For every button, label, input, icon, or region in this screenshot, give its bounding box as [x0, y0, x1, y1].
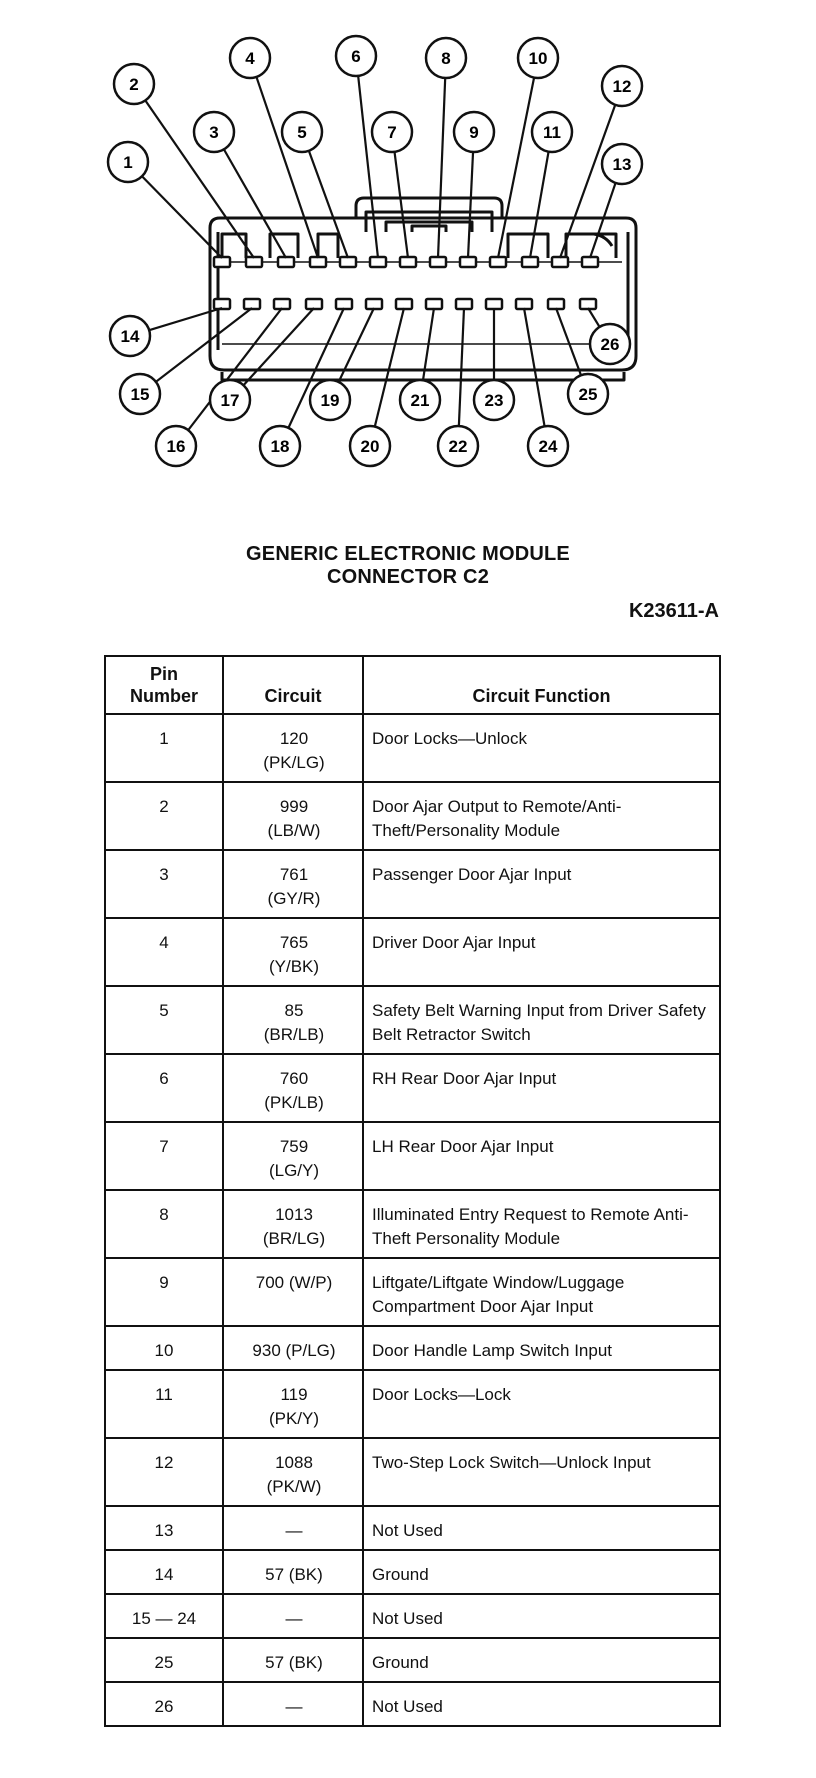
callout-number: 11 [543, 123, 561, 142]
leader-line [142, 176, 222, 258]
circuit-number: 760 [279, 1069, 309, 1088]
circuit-number: 119 [280, 1385, 308, 1404]
pin-cavity [246, 257, 262, 267]
callout-number: 8 [441, 49, 451, 68]
callout-number: 14 [120, 327, 140, 346]
cell-pin-number: 25 [105, 1638, 223, 1682]
circuit-number: 85 [284, 1001, 304, 1020]
cell-circuit [223, 986, 363, 1054]
cell-pin-number: 15 — 24 [105, 1594, 223, 1638]
circuit-number: — [285, 1609, 303, 1628]
pin-callout [350, 426, 390, 466]
pin-cavity [456, 299, 472, 309]
cell-circuit [223, 1122, 363, 1190]
circuit-number: 1088 [275, 1453, 313, 1472]
cell-pin-number: 26 [105, 1682, 223, 1726]
cell-circuit [223, 1682, 363, 1726]
table-row [105, 1594, 720, 1638]
circuit-color: (LB/W) [267, 821, 321, 840]
diagram-title: GENERIC ELECTRONIC MODULE [246, 543, 570, 565]
pin-cavity [370, 257, 386, 267]
cell-pin-number: 7 [105, 1122, 223, 1190]
leader-line [556, 308, 581, 375]
pin-callout [114, 64, 154, 104]
pin-callout [120, 374, 160, 414]
pin-callout [110, 316, 150, 356]
table-header-row [105, 656, 720, 714]
pin-callout [230, 38, 270, 78]
circuit-number: 765 [279, 933, 309, 952]
pin-callout [474, 380, 514, 420]
callout-number: 3 [209, 123, 219, 142]
leader-line [224, 149, 286, 258]
cell-pin-number: 12 [105, 1438, 223, 1506]
cell-circuit-function: Not Used [363, 1594, 720, 1638]
cell-circuit [223, 782, 363, 850]
pin-callout [260, 426, 300, 466]
cell-pin-number: 10 [105, 1326, 223, 1370]
cell-circuit-function: Ground [363, 1550, 720, 1594]
cell-circuit [223, 1054, 363, 1122]
table-row [105, 1438, 720, 1506]
table-row [105, 1370, 720, 1438]
cell-circuit [223, 850, 363, 918]
callout-number: 15 [130, 385, 150, 404]
cell-pin-number: 11 [105, 1370, 223, 1438]
pin-cavity [214, 299, 230, 309]
circuit-number: 57 (BK) [265, 1653, 323, 1672]
pin-cavity [430, 257, 446, 267]
callout-number: 7 [387, 123, 397, 142]
cell-circuit-function: Not Used [363, 1682, 720, 1726]
connector-diagram [0, 0, 816, 600]
cell-circuit-function: LH Rear Door Ajar Input [363, 1122, 720, 1190]
table-row [105, 714, 720, 782]
diagram-subtitle: CONNECTOR C2 [326, 566, 490, 588]
cell-circuit-function: RH Rear Door Ajar Input [363, 1054, 720, 1122]
callout-number: 10 [528, 49, 548, 68]
header-circuit: Circuit [223, 656, 363, 714]
callout-number: 2 [129, 75, 139, 94]
cell-circuit-function: Illuminated Entry Request to Remote Anti-Theft Personality Module [363, 1190, 720, 1258]
leader-line [524, 308, 545, 426]
callout-number: 18 [270, 437, 290, 456]
cell-circuit [223, 1370, 363, 1438]
table-row [105, 850, 720, 918]
cell-circuit-function: Door Locks—Unlock [363, 714, 720, 782]
leader-line [459, 308, 464, 426]
pin-cavity [552, 257, 568, 267]
leader-line [375, 308, 404, 427]
cell-circuit-function: Passenger Door Ajar Input [363, 850, 720, 918]
callout-number: 26 [600, 335, 620, 354]
pin-callout [528, 426, 568, 466]
cell-pin-number: 4 [105, 918, 223, 986]
callout-number: 16 [166, 437, 186, 456]
pin-callout [454, 112, 494, 152]
table-row [105, 1258, 720, 1326]
leader-line [498, 78, 534, 258]
leader-line [243, 308, 314, 385]
table-row [105, 1054, 720, 1122]
table-row [105, 1550, 720, 1594]
pin-callout [336, 36, 376, 76]
cell-circuit [223, 1438, 363, 1506]
cell-circuit [223, 1638, 363, 1682]
cell-pin-number: 8 [105, 1190, 223, 1258]
callout-number: 1 [123, 153, 133, 172]
circuit-number: 759 [279, 1137, 309, 1156]
cell-circuit [223, 1550, 363, 1594]
header-pin-label: Pin [149, 664, 178, 684]
cell-circuit-function: Two-Step Lock Switch—Unlock Input [363, 1438, 720, 1506]
pin-cavity [460, 257, 476, 267]
pin-callout [210, 380, 250, 420]
cell-circuit-function: Driver Door Ajar Input [363, 918, 720, 986]
leader-line [530, 152, 549, 258]
circuit-number: 700 (W/P) [255, 1273, 333, 1292]
table-row [105, 782, 720, 850]
pin-callout [438, 426, 478, 466]
cell-circuit-function: Safety Belt Warning Input from Driver Safety Belt Retractor Switch [363, 986, 720, 1054]
leader-line [309, 151, 348, 258]
circuit-color: (PK/W) [266, 1477, 322, 1496]
pin-cavity [306, 299, 322, 309]
pin-cavity [490, 257, 506, 267]
cell-pin-number: 2 [105, 782, 223, 850]
circuit-number: 1013 [275, 1205, 313, 1224]
table-row [105, 1682, 720, 1726]
circuit-color: (LG/Y) [268, 1161, 320, 1180]
pin-cavity [582, 257, 598, 267]
pin-callout [310, 380, 350, 420]
pin-cavity [426, 299, 442, 309]
cell-pin-number: 3 [105, 850, 223, 918]
pin-cavity [580, 299, 596, 309]
cell-circuit-function: Not Used [363, 1506, 720, 1550]
cell-pin-number: 13 [105, 1506, 223, 1550]
table-row [105, 1506, 720, 1550]
table-row [105, 1190, 720, 1258]
circuit-color: (BR/LG) [262, 1229, 326, 1248]
pin-cavity [340, 257, 356, 267]
pin-callout [568, 374, 608, 414]
leader-line [438, 78, 445, 258]
pin-callout [372, 112, 412, 152]
callout-number: 4 [245, 49, 255, 68]
cell-circuit-function: Ground [363, 1638, 720, 1682]
callout-number: 17 [220, 391, 240, 410]
cell-circuit [223, 1258, 363, 1326]
pin-cavity [336, 299, 352, 309]
cell-circuit [223, 1190, 363, 1258]
circuit-number: 930 (P/LG) [252, 1341, 336, 1360]
circuit-number: 999 [279, 797, 309, 816]
circuit-number: — [285, 1697, 303, 1716]
callout-number: 9 [469, 123, 479, 142]
cell-pin-number: 5 [105, 986, 223, 1054]
pin-cavity [516, 299, 532, 309]
pin-callout [602, 66, 642, 106]
header-number-label: Number [129, 686, 198, 706]
table-body [105, 714, 720, 1726]
leader-line [468, 152, 473, 258]
pin-cavity [400, 257, 416, 267]
pin-cavity [244, 299, 260, 309]
callout-number: 12 [612, 77, 632, 96]
callout-number: 22 [448, 437, 468, 456]
cell-pin-number: 1 [105, 714, 223, 782]
callout-number: 23 [484, 391, 504, 410]
pin-cavity [310, 257, 326, 267]
circuit-color: (GY/R) [267, 889, 321, 908]
pin-callout [518, 38, 558, 78]
table-row [105, 1122, 720, 1190]
callout-number: 21 [410, 391, 430, 410]
cell-pin-number: 14 [105, 1550, 223, 1594]
pin-cavity [486, 299, 502, 309]
callout-number: 25 [578, 385, 598, 404]
cell-circuit-function: Door Handle Lamp Switch Input [363, 1326, 720, 1370]
callout-number: 13 [612, 155, 632, 174]
callout-number: 19 [320, 391, 340, 410]
callout-number: 24 [538, 437, 558, 456]
leader-line [588, 308, 600, 327]
table-row [105, 1326, 720, 1370]
leader-line [256, 77, 318, 258]
cell-circuit [223, 714, 363, 782]
circuit-number: 120 [279, 729, 309, 748]
circuit-number: — [285, 1521, 303, 1540]
cell-circuit-function: Door Ajar Output to Remote/Anti-Theft/Personality Module [363, 782, 720, 850]
circuit-color: (PK/Y) [268, 1409, 320, 1428]
pin-callout [282, 112, 322, 152]
pin-callout [194, 112, 234, 152]
pin-cavity [274, 299, 290, 309]
cell-circuit-function: Liftgate/Liftgate Window/Luggage Compartment Door Ajar Input [363, 1258, 720, 1326]
circuit-color: (BR/LB) [263, 1025, 325, 1044]
header-pin-number [105, 656, 223, 714]
circuit-color: (PK/LG) [263, 753, 325, 772]
pin-callout [532, 112, 572, 152]
cell-circuit [223, 1326, 363, 1370]
pin-callout [156, 426, 196, 466]
table-row [105, 986, 720, 1054]
table-row [105, 1638, 720, 1682]
callout-number: 5 [297, 123, 307, 142]
pin-circuit-table [104, 655, 721, 1727]
cell-circuit-function: Door Locks—Lock [363, 1370, 720, 1438]
cell-circuit [223, 1594, 363, 1638]
callout-number: 6 [351, 47, 361, 66]
circuit-number: 761 [279, 865, 309, 884]
pin-cavity [548, 299, 564, 309]
circuit-color: (Y/BK) [268, 957, 320, 976]
pin-cavity [522, 257, 538, 267]
pin-callout [400, 380, 440, 420]
pin-cavity [396, 299, 412, 309]
cell-pin-number: 6 [105, 1054, 223, 1122]
pin-callout [590, 324, 630, 364]
cell-circuit [223, 1506, 363, 1550]
pin-callout [602, 144, 642, 184]
cell-pin-number: 9 [105, 1258, 223, 1326]
pin-callout [426, 38, 466, 78]
callout-number: 20 [360, 437, 380, 456]
circuit-color: (PK/LB) [264, 1093, 324, 1112]
pin-cavity [278, 257, 294, 267]
pin-cavities [214, 257, 598, 309]
table-row [105, 918, 720, 986]
leader-line [590, 183, 616, 258]
figure-reference-code: K23611-A [628, 600, 719, 622]
leader-line [395, 152, 408, 258]
pin-cavity [366, 299, 382, 309]
circuit-number: 57 (BK) [265, 1565, 323, 1584]
pin-callout [108, 142, 148, 182]
leader-line [358, 76, 378, 258]
header-circuit-function: Circuit Function [363, 656, 720, 714]
cell-circuit [223, 918, 363, 986]
pin-cavity [214, 257, 230, 267]
